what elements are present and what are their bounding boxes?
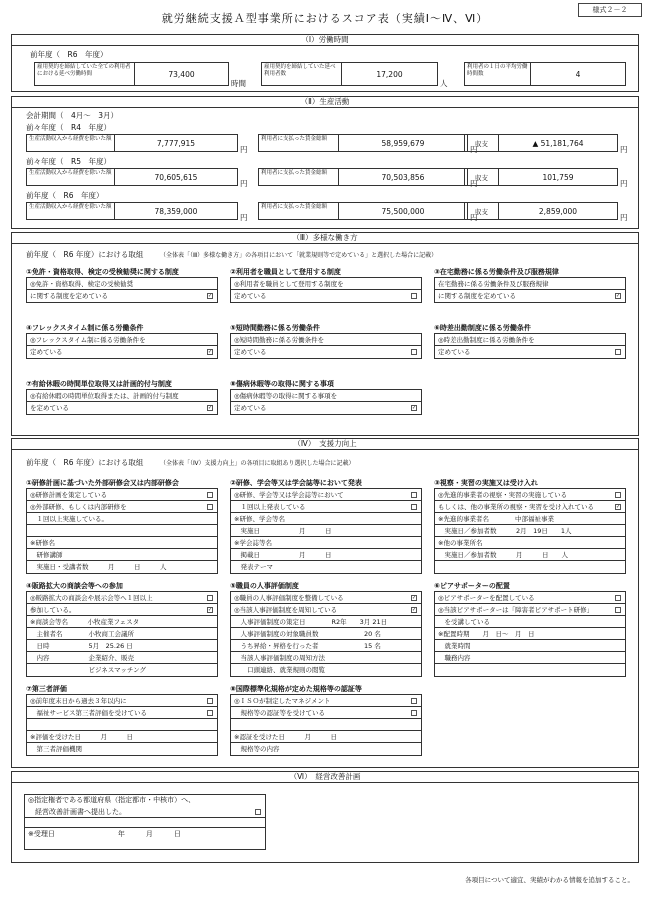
item-title: ⑥時差出勤制度に係る労働条件: [434, 324, 531, 332]
item-line: [435, 489, 625, 501]
item-box: [434, 591, 626, 677]
checkbox[interactable]: [207, 698, 213, 704]
item-text: ◎研修、学会等又は学会誌等において: [234, 491, 344, 499]
item-text: 口頭連絡、就業規則の閲覧: [234, 666, 325, 674]
income-value: 78,359,000: [154, 206, 198, 216]
item-line: [231, 664, 421, 676]
income-value: 70,605,615: [154, 172, 198, 182]
checkbox[interactable]: [411, 293, 417, 299]
item-text: ※他の事業所名: [438, 539, 483, 547]
item-line: [231, 537, 421, 549]
item-line: [27, 731, 217, 743]
wage-box: [258, 202, 468, 220]
accounting-period: 会計期間（ 4月～ 3月）: [26, 111, 119, 120]
item-text: 当該人事評価制度の周知方法: [234, 654, 325, 662]
item-title: ①研修計画に基づいた外部研修会又は内部研修会: [26, 479, 179, 487]
item-line: [27, 604, 217, 616]
section-support-capacity: [11, 438, 639, 768]
total-users-box: [261, 62, 438, 86]
item-line: [27, 664, 217, 676]
plan-line: [25, 795, 265, 806]
item-line: [231, 390, 421, 402]
item-text: ※認証を受けた日 月 日: [234, 733, 337, 741]
item-text: 発表テーマ: [234, 563, 273, 571]
item-line: [231, 549, 421, 561]
item-text: ビジネスマッチング: [30, 666, 146, 674]
checkbox[interactable]: [207, 595, 213, 601]
item-text: １回以上実施している。: [30, 515, 108, 523]
item-line: [435, 278, 625, 290]
item-text: 規格等の内容: [234, 745, 280, 753]
item-title: ④販路拡大の商談会等への参加: [26, 582, 123, 590]
item-line: [231, 604, 421, 616]
item-line: [435, 592, 625, 604]
item-text: 第三者評価機関: [30, 745, 82, 753]
item-title: ②利用者を職員として登用する制度: [230, 268, 341, 276]
wage-box: [258, 168, 468, 186]
item-line: [27, 592, 217, 604]
item-line: [231, 652, 421, 664]
item-line: [231, 616, 421, 628]
item-line: [27, 537, 217, 549]
item-text: ◎職員の人事評価制度を整備している: [234, 594, 344, 602]
item-line: [27, 719, 217, 731]
item-box: [230, 591, 422, 677]
year-label: 前々年度（ R5 年度）: [26, 157, 111, 166]
item-line: [27, 561, 217, 573]
item-line: [231, 489, 421, 501]
unit-label: 円: [470, 179, 478, 188]
checkbox[interactable]: [411, 349, 417, 355]
unit-label: 円: [240, 213, 248, 222]
total-hours-box: [34, 62, 229, 86]
fiscal-year-label: 前年度（ R6 年度）: [30, 50, 108, 59]
balance-box: [464, 202, 618, 220]
item-line: [231, 290, 421, 302]
item-text: に関する制度を定めている: [30, 292, 108, 300]
item-title: ③在宅勤務に係る労働条件及び服務規律: [434, 268, 559, 276]
item-text: ◎販路拡大の商談会や展示会等へ１回以上: [30, 594, 153, 602]
item-title: ⑧傷病休暇等の取得に関する事項: [230, 380, 334, 388]
checkbox[interactable]: ✓: [412, 607, 417, 613]
plan-text: 経営改善計画書へ提出した。: [28, 808, 126, 816]
item-text: 人事評価制度の対象職員数 20 名: [234, 630, 381, 638]
item-line: [231, 731, 421, 743]
item-text: 実施日・受講者数 月 日 人: [30, 563, 167, 571]
unit-label: 円: [620, 179, 628, 188]
item-text: ◎時差出勤制度に係る労働条件を: [438, 336, 535, 344]
item-title: ③視察・実習の実施又は受け入れ: [434, 479, 538, 487]
item-line: [435, 525, 625, 537]
item-line: [231, 628, 421, 640]
item-line: [231, 743, 421, 755]
item-line: [231, 525, 421, 537]
field-label: 利用者の１日の平均労働時間数: [465, 63, 531, 85]
item-line: [27, 525, 217, 537]
item-text: 職務内容: [438, 654, 471, 662]
section-header: （Ⅱ）生産活動: [12, 97, 638, 108]
item-text: 実施日／参加者数 2月 19日 1人: [438, 527, 572, 535]
page-title: 就労継続支援Ａ型事業所におけるスコア表（実績Ⅰ～Ⅳ、Ⅵ）: [161, 12, 489, 25]
section-header: （Ⅰ）労働時間: [12, 35, 638, 46]
footer-note: 各項目について適宜、実績がわかる情報を追加すること。: [465, 876, 634, 884]
item-line: [231, 561, 421, 573]
received-date: ※受理日 年 月 日: [28, 830, 181, 838]
item-text: 就業時間: [438, 642, 471, 650]
checkbox[interactable]: ✓: [616, 504, 621, 510]
item-line: [231, 402, 421, 414]
balance-value: 101,759: [542, 172, 574, 182]
item-text: ◎ＩＳＯが制定したマネジメント: [234, 697, 331, 705]
item-text: 定めている: [438, 348, 471, 356]
item-box: [230, 488, 422, 574]
item-line: [231, 334, 421, 346]
form-number: 様式２－２: [578, 3, 642, 17]
checkbox[interactable]: ✓: [208, 607, 213, 613]
avg-hours-value: 4: [575, 69, 581, 79]
item-text: 人事評価制度の策定日 R2年 3月 21日: [234, 618, 388, 626]
item-line: [27, 695, 217, 707]
item-box: [26, 488, 218, 574]
wage-box: [258, 134, 468, 152]
item-title: ⑤職員の人事評価制度: [230, 582, 299, 590]
item-line: [27, 390, 217, 402]
item-text: 定めている: [234, 348, 267, 356]
item-line: [435, 561, 625, 573]
item-text: 規格等の認証等を受けている: [234, 709, 325, 717]
checkbox[interactable]: ✓: [208, 293, 213, 299]
item-line: [27, 334, 217, 346]
checkbox[interactable]: [207, 492, 213, 498]
item-line: [231, 346, 421, 358]
checkbox[interactable]: [615, 492, 621, 498]
item-title: ①免許・資格取得、検定の受検勧奨に関する制度: [26, 268, 179, 276]
checkbox[interactable]: ✓: [208, 405, 213, 411]
balance-value: 2,859,000: [538, 206, 578, 216]
item-line: [27, 278, 217, 290]
section-header: （Ⅲ）多様な働き方: [12, 233, 638, 244]
balance-box: [464, 134, 618, 152]
item-text: 定めている: [234, 404, 267, 412]
checkbox[interactable]: ✓: [412, 405, 417, 411]
item-box: [26, 591, 218, 677]
item-text: ◎有給休暇の時間単位取得または、計画的付与制度: [30, 392, 179, 400]
item-line: [435, 537, 625, 549]
checkbox[interactable]: [207, 710, 213, 716]
income-value: 7,777,915: [156, 138, 196, 148]
plan-line: [25, 828, 265, 840]
checkbox[interactable]: [411, 698, 417, 704]
checkbox[interactable]: [615, 595, 621, 601]
item-box: [434, 277, 626, 303]
item-box: [26, 694, 218, 756]
unit-label: 円: [620, 213, 628, 222]
unit-label: 円: [240, 179, 248, 188]
item-box: [26, 389, 218, 415]
item-title: ⑧国際標準化規格が定めた規格等の認証等: [230, 685, 362, 693]
item-line: [435, 290, 625, 302]
wage-value: 75,500,000: [381, 206, 425, 216]
total-users-value: 17,200: [376, 69, 403, 79]
item-text: ◎短時間勤務に係る労働条件を: [234, 336, 325, 344]
item-line: [435, 604, 625, 616]
item-line: [27, 640, 217, 652]
item-text: ※先進的事業者名 中部福祉事業: [438, 515, 554, 523]
item-text: を受講している: [438, 618, 490, 626]
management-plan-box: [24, 794, 266, 850]
item-text: うち昇給・昇格を行った者 15 名: [234, 642, 381, 650]
section-production: [11, 96, 639, 229]
item-line: [231, 592, 421, 604]
field-label: 雇用契約を締結していた全ての利用者における延べ労働時間: [35, 63, 135, 85]
item-box: [230, 333, 422, 359]
plan-line: [25, 806, 265, 818]
year-label: 前年度（ R6 年度）: [26, 191, 104, 200]
item-box: [230, 694, 422, 756]
item-box: [434, 488, 626, 574]
section-header: （Ⅳ） 支援力向上: [12, 439, 638, 450]
field-label: 生産活動収入から経費を除いた額: [27, 169, 115, 185]
item-text: に関する制度を定めている: [438, 292, 516, 300]
item-text: 内容 企業紹介、販売: [30, 654, 134, 662]
item-line: [435, 501, 625, 513]
intro-label: 前年度（ R6 年度）における取組: [26, 458, 144, 467]
item-text: ◎先進的事業者の視察・実習の実施している: [438, 491, 568, 499]
item-text: ※研修名: [30, 539, 55, 547]
item-line: [27, 501, 217, 513]
item-box: [230, 389, 422, 415]
item-text: 福祉サービス第三者評価を受けている: [30, 709, 147, 717]
item-text: ※研修、学会等名: [234, 515, 285, 523]
section-working-hours: [11, 34, 639, 92]
checkbox[interactable]: ✓: [208, 349, 213, 355]
item-title: ⑦有給休暇の時間単位取得又は計画的付与制度: [26, 380, 172, 388]
balance-box: [464, 168, 618, 186]
checkbox[interactable]: [207, 504, 213, 510]
item-box: [26, 277, 218, 303]
item-line: [27, 290, 217, 302]
item-text: 実施日／参加者数 月 日 人: [438, 551, 568, 559]
item-text: ◎免許・資格取得、検定の受検勧奨: [30, 280, 134, 288]
checkbox[interactable]: [615, 349, 621, 355]
item-line: [435, 652, 625, 664]
checkbox[interactable]: [411, 492, 417, 498]
item-text: ※学会誌等名: [234, 539, 272, 547]
item-text: ※商談会等名 小牧産業フェスタ: [30, 618, 140, 626]
item-text: ※評価を受けた日 月 日: [30, 733, 133, 741]
income-box: [26, 202, 238, 220]
item-text: 在宅勤務に係る労働条件及び服務規律: [438, 280, 549, 288]
plan-text: ◎指定権者である都道府県（指定都市・中核市）へ、: [28, 796, 196, 804]
item-line: [27, 628, 217, 640]
unit-label: 円: [470, 213, 478, 222]
unit-label: 円: [240, 145, 248, 154]
item-line: [435, 640, 625, 652]
intro-note: （全体表「（Ⅳ）支援力向上」の各項目に取組あり選択した場合に記載）: [160, 460, 355, 467]
item-text: 定めている: [234, 292, 267, 300]
item-line: [435, 513, 625, 525]
field-label: 収支: [465, 203, 499, 219]
item-line: [435, 664, 625, 676]
item-line: [27, 549, 217, 561]
item-line: [435, 549, 625, 561]
item-text: ◎当該ピアサポーターは「障害者ピアサポート研修」: [438, 606, 594, 614]
field-label: 利用者に支払った賃金総額: [259, 203, 339, 219]
item-text: 掲載日 月 日: [234, 551, 332, 559]
item-text: 実施日 月 日: [234, 527, 332, 535]
item-title: ⑥ピアサポーターの配置: [434, 582, 510, 590]
item-title: ②研修、学会等又は学会誌等において発表: [230, 479, 362, 487]
item-text: を定めている: [30, 404, 69, 412]
field-label: 雇用契約を締結していた延べ利用者数: [262, 63, 342, 85]
item-text: ◎研修計画を策定している: [30, 491, 108, 499]
item-box: [26, 333, 218, 359]
section-diverse-work: [11, 232, 639, 436]
field-label: 利用者に支払った賃金総額: [259, 169, 339, 185]
item-text: ◎フレックスタイム制に係る労働条件を: [30, 336, 146, 344]
item-box: [434, 333, 626, 359]
item-text: ◎利用者を職員として登用する制度を: [234, 280, 344, 288]
unit-label: 時間: [231, 79, 246, 88]
item-text: 日時 5月 25.26 日: [30, 642, 133, 650]
item-text: ◎傷病休暇等の取得に関する事項を: [234, 392, 338, 400]
checkbox[interactable]: [411, 504, 417, 510]
item-line: [27, 743, 217, 755]
item-line: [27, 489, 217, 501]
intro-label: 前年度（ R6 年度）における取組: [26, 250, 144, 259]
checkbox[interactable]: ✓: [616, 293, 621, 299]
item-text: １回以上発表している: [234, 503, 306, 511]
unit-label: 人: [440, 79, 448, 88]
wage-value: 58,959,679: [381, 138, 425, 148]
checkbox[interactable]: ✓: [412, 595, 417, 601]
item-text: 主催者名 小牧商工会議所: [30, 630, 134, 638]
item-title: ④フレックスタイム制に係る労働条件: [26, 324, 144, 332]
intro-note: （全体表「（Ⅲ）多様な働き方」の各項目において「就業規則等で定めている」と選択した場合に記載）: [160, 252, 438, 259]
item-line: [435, 628, 625, 640]
item-text: もしくは、他の事業所の視察・実習を受け入れている: [438, 503, 594, 511]
section-header: （Ⅵ） 経営改善計画: [12, 772, 638, 783]
item-line: [435, 346, 625, 358]
item-text: ※配置時期 月 日～ 月 日: [438, 630, 535, 638]
field-label: 生産活動収入から経費を除いた額: [27, 135, 115, 151]
checkbox[interactable]: [255, 809, 261, 815]
item-line: [231, 501, 421, 513]
field-label: 収支: [465, 135, 499, 151]
item-text: ◎ピアサポーターを配置している: [438, 594, 535, 602]
income-box: [26, 134, 238, 152]
item-line: [231, 695, 421, 707]
item-text: ◎前年度末日から過去３年以内に: [30, 697, 127, 705]
item-line: [27, 402, 217, 414]
wage-value: 70,503,856: [381, 172, 425, 182]
section-management-plan: [11, 771, 639, 863]
item-line: [27, 346, 217, 358]
item-box: [230, 277, 422, 303]
item-line: [435, 616, 625, 628]
item-line: [231, 278, 421, 290]
item-text: 定めている: [30, 348, 63, 356]
avg-hours-box: [464, 62, 626, 86]
item-title: ⑤短時間勤務に係る労働条件: [230, 324, 320, 332]
plan-line: [25, 818, 265, 828]
unit-label: 円: [620, 145, 628, 154]
item-line: [27, 707, 217, 719]
year-label: 前々年度（ R4 年度）: [26, 123, 111, 132]
field-label: 収支: [465, 169, 499, 185]
income-box: [26, 168, 238, 186]
item-line: [435, 334, 625, 346]
checkbox[interactable]: [411, 710, 417, 716]
checkbox[interactable]: [615, 607, 621, 613]
item-title: ⑦第三者評価: [26, 685, 67, 693]
balance-value: ▲ 51,181,764: [532, 138, 584, 148]
item-text: ◎外部研修、もしくは内部研修を: [30, 503, 127, 511]
item-text: ◎当該人事評価制度を周知している: [234, 606, 338, 614]
unit-label: 円: [470, 145, 478, 154]
item-text: 参加している。: [30, 606, 76, 614]
item-line: [231, 707, 421, 719]
item-line: [27, 652, 217, 664]
item-text: 研修講師: [30, 551, 63, 559]
field-label: 生産活動収入から経費を除いた額: [27, 203, 115, 219]
item-line: [27, 616, 217, 628]
item-line: [231, 640, 421, 652]
total-hours-value: 73,400: [168, 69, 195, 79]
item-line: [27, 513, 217, 525]
item-line: [231, 513, 421, 525]
item-line: [231, 719, 421, 731]
field-label: 利用者に支払った賃金総額: [259, 135, 339, 151]
